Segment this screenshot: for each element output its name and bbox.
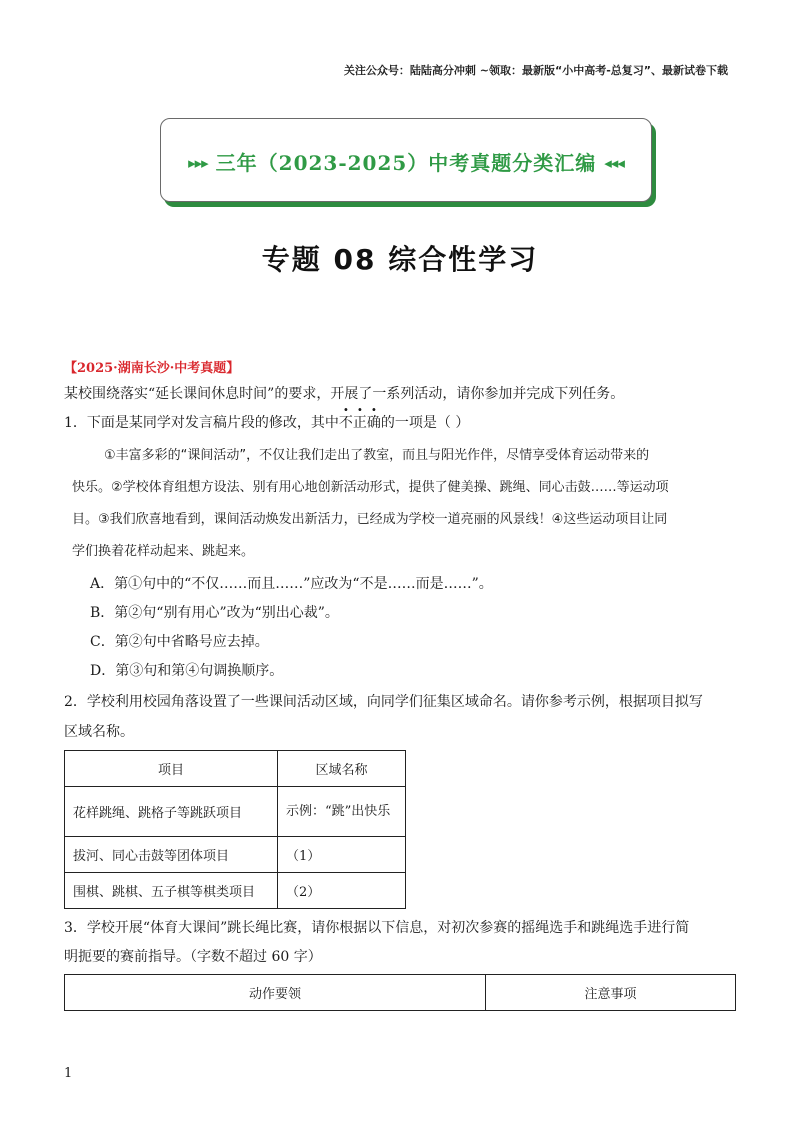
table-row (65, 837, 406, 873)
table-row (65, 873, 406, 909)
q2-table (64, 750, 406, 909)
q2-cell-area-name: 示例：“跳”出快乐 (278, 787, 406, 837)
q3-stem-line: 3．学校开展“体育大课间”跳长绳比赛，请你根据以下信息，对初次参赛的摇绳选手和跳绳选手进行简 (64, 920, 690, 936)
page-number: 1 (64, 1066, 73, 1081)
q2-cell-project: 围棋、跳棋、五子棋等棋类项目 (65, 873, 278, 909)
q2-header-project: 项目 (65, 751, 278, 787)
q1-option-d: D．第③句和第④句调换顺序。 (90, 663, 284, 679)
banner-title: 三年（2023-2025）中考真题分类汇编 (215, 151, 597, 175)
q3-stem-line: 明扼要的赛前指导。（字数不超过 60 字） (64, 949, 322, 965)
q1-option-c: C．第②句中省略号应去掉。 (90, 634, 269, 650)
q2-cell-project: 花样跳绳、跳格子等跳跃项目 (65, 787, 278, 837)
q1-stem-after: 的一项是（ ） (380, 415, 470, 431)
q3-table (64, 974, 736, 1011)
q1-stem-emphasis (339, 415, 381, 431)
q2-stem-line: 区域名称。 (64, 724, 134, 740)
q1-passage-line: 目。③我们欣喜地看到，课间活动焕发出新活力，已经成为学校一道亮丽的风景线！④这些运动项目让同 (72, 512, 668, 527)
q1-option-a: A．第①句中的“不仅……而且……”应改为“不是……而是……”。 (90, 576, 493, 592)
q3-header-notes: 注意事项 (486, 975, 736, 1011)
emphasis-char: 正 (352, 415, 367, 431)
q1-stem-before: 1．下面是某同学对发言稿片段的修改，其中 (64, 415, 339, 431)
q1-option-b: B．第②句“别有用心”改为“别出心裁”。 (90, 605, 339, 621)
q2-answer-blank-1: （1） (278, 837, 406, 873)
q2-header-area-name: 区域名称 (278, 751, 406, 787)
title-banner (160, 118, 652, 202)
q3-header-action-key: 动作要领 (65, 975, 486, 1011)
q1-passage-line: 快乐。②学校体育组想方设法、别有用心地创新活动形式，提供了健美操、跳绳、同心击鼓……等运动项 (72, 480, 669, 495)
right-arrows-icon: ◂◂◂ (604, 154, 624, 172)
page-title: 专题 08 综合性学习 (261, 243, 539, 276)
left-arrows-icon: ▸▸▸ (188, 154, 208, 172)
q2-table-header-row (65, 751, 406, 787)
intro-text: 某校围绕落实“延长课间休息时间”的要求，开展了一系列活动，请你参加并完成下列任务。 (64, 386, 625, 402)
q2-cell-project: 拔河、同心击鼓等团体项目 (65, 837, 278, 873)
emphasis-char: 确 (366, 415, 381, 431)
banner-text-row (161, 147, 651, 176)
q2-stem-line: 2．学校利用校园角落设置了一些课间活动区域，向同学们征集区域命名。请你参考示例，根据项目拟写 (64, 694, 703, 710)
header-note: 关注公众号：陆陆高分冲刺 ~领取：最新版“小中高考-总复习”、最新试卷下载 (343, 64, 728, 77)
q1-passage-line: 学们换着花样动起来、跳起来。 (72, 544, 255, 559)
q2-answer-blank-2: （2） (278, 873, 406, 909)
q1-passage-line: ①丰富多彩的“课间活动”，不仅让我们走出了教室，而且与阳光作伴，尽情享受体育运动带来的 (104, 448, 650, 463)
source-tag: 【2025·湖南长沙·中考真题】 (64, 361, 240, 376)
emphasis-char: 不 (338, 415, 353, 431)
q1-stem (64, 413, 469, 433)
table-row (65, 787, 406, 837)
q3-table-header-row (65, 975, 736, 1011)
